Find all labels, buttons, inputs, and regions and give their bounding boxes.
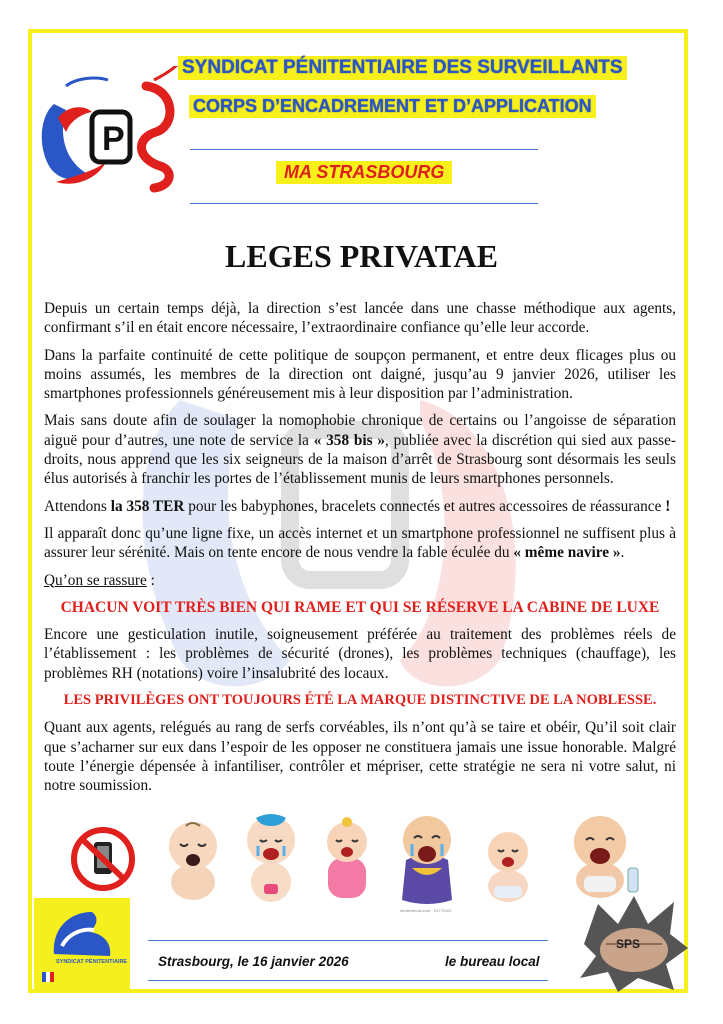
body-text — [44, 299, 676, 804]
paragraph-7: Quant aux agents, relégués au rang de serfs corvéables, ils n’ont qu’à se taire et obéir, Qu’il soit clair que s’acharner sur eux dans l’espoir de les opposer ne constituera jamais une issue honorable. Malgré toute l’énergie dépensée à infantiliser, contrôler et mépriser, cette stratégie ne sera ni votre salut, ni notre soumission. — [44, 719, 676, 795]
signature: le bureau local — [445, 954, 540, 969]
sps-footer-logo — [34, 898, 130, 990]
paragraph-1: Depuis un certain temps déjà, la direction s’est lancée dans une chasse méthodique aux agents, confirmant s’il en était encore nécessaire, l’extraordinaire confiance qu’elle leur accorde. — [44, 300, 676, 337]
crying-baby-icon — [236, 810, 306, 906]
site-label: MA STRASBOURG — [276, 161, 452, 184]
sps-logo — [36, 66, 184, 198]
paragraph-3: Mais sans doute afin de soulager la nomophobie chronique de certains ou l’angoisse de séparation aiguë pour d’autres, une note de service la « 358 bis », publiée avec la discrétion qui sied aux passe-droits, nous apprend que les six seigneurs de la maison d’arrêt de Strasbourg sont désormais les seuls élus autorisés à franchir les portes de l’établissement munis de leurs smartphones personnels. — [44, 412, 676, 488]
crying-baby-icon — [316, 814, 378, 904]
note-reference: « 358 bis » — [313, 431, 386, 449]
slogan-2: LES PRIVILÈGES ONT TOUJOURS ÉTÉ LA MARQUE DISTINCTIVE DE LA NOBLESSE. — [63, 692, 657, 709]
crying-baby-icon — [476, 824, 540, 906]
paragraph-6: Encore une gesticulation inutile, soigneusement préférée au traitement des problèmes réels de l’établissement : les problèmes de sécurité (drones), les problèmes techniques (chauffage), les problèmes RH (notations) voire l’insalubrité des locaux. — [44, 626, 676, 682]
crying-baby-icon — [562, 810, 644, 902]
org-line-1: SYNDICAT PÉNITENTIAIRE DES SURVEILLANTS — [178, 56, 627, 80]
crying-baby-icon — [158, 816, 228, 904]
illustrations-row — [62, 810, 662, 920]
place-date: Strasbourg, le 16 janvier 2026 — [158, 954, 349, 969]
footer-rule-top — [148, 940, 548, 941]
crying-baby-icon — [392, 810, 462, 910]
paragraph-4: Attendons la 358 TER pour les babyphones, bracelets connectés et autres accessoires de réassurance ! — [44, 497, 671, 515]
paragraph-2: Dans la parfaite continuité de cette politique de soupçon permanent, et entre deux flicages plus ou moins assumés, les membres de la direction ont daigné, jusqu’au 9 janvier 2026, utiliser les smartphones professionnels généreusement mis à leur disposition par l’administration. — [44, 346, 676, 403]
slogan-1: CHACUN VOIT TRÈS BIEN QUI RAME ET QUI SE RÉSERVE LA CABINE DE LUXE — [60, 598, 660, 616]
page-title: LEGES PRIVATAE — [225, 238, 498, 274]
reassure-line: Qu’on se rassure : — [44, 571, 155, 589]
paragraph-5: Il apparaît donc qu’une ligne fixe, un accès internet et un smartphone professionnel ne suffisent plus à assurer leur sérénité. Mais on tente encore de nous vendre la fable éculée du « même navire ». — [44, 524, 676, 562]
shield-icon — [34, 898, 130, 990]
image-credit: shutterstock.com · 19772100 — [400, 908, 452, 913]
no-phone-icon — [70, 826, 136, 892]
org-line-2: CORPS D’ENCADREMENT ET D’APPLICATION — [189, 95, 596, 118]
fist-text: SPS — [616, 937, 641, 951]
footer-logo-caption: SYNDICAT PÉNITENTIAIRE — [56, 959, 128, 965]
fist-icon — [578, 894, 690, 994]
logo-letter: P — [102, 120, 125, 158]
header-rule-bottom — [190, 203, 538, 204]
footer-rule-bottom — [148, 980, 548, 981]
header-rule-top — [190, 149, 538, 150]
